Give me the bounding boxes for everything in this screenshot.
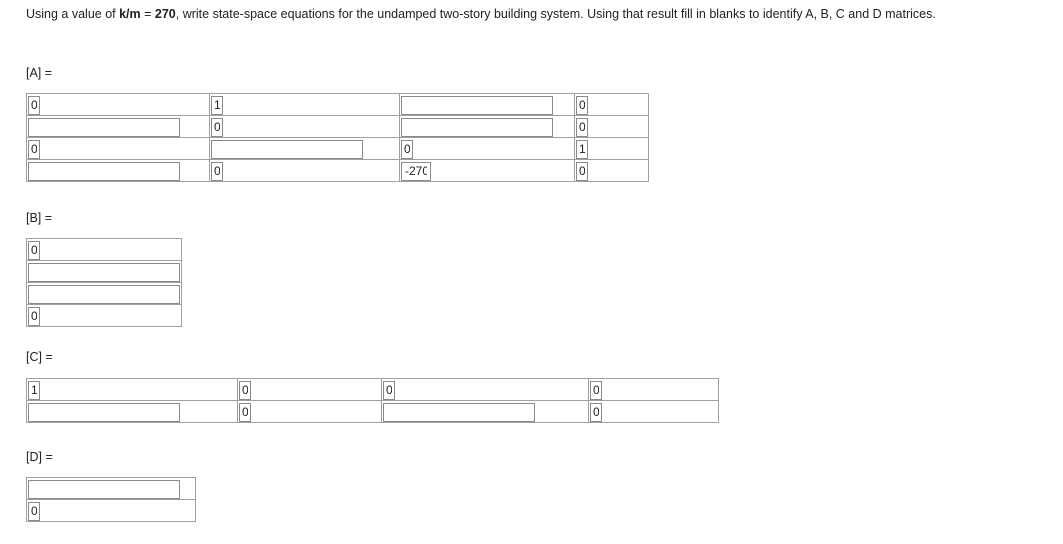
matrix-a-cell-3-2[interactable] [211, 140, 363, 159]
matrix-c-cell-1-4[interactable] [590, 381, 602, 400]
matrix-d-row-2 [27, 500, 196, 522]
problem-statement [26, 7, 936, 21]
matrix-c-cell-1-1[interactable] [28, 381, 40, 400]
matrix-a-row-3 [27, 138, 649, 160]
matrix-b-label: [B] = [26, 211, 53, 225]
matrix-b-cell-4[interactable] [28, 307, 40, 326]
matrix-a-label: [A] = [26, 66, 53, 80]
matrix-c-row-1 [27, 379, 719, 401]
prompt-text-start: Using a value of [26, 7, 120, 21]
matrix-a-cell-1-1[interactable] [28, 96, 40, 115]
prompt-text-end: , write state-space equations for the undamped two-story building system. Using that result fill in blanks to identify A, B, C and D matrices. [175, 7, 936, 21]
matrix-a-table [26, 93, 649, 182]
matrix-d-table [26, 477, 196, 522]
matrix-a-cell-1-4[interactable] [576, 96, 588, 115]
matrix-a-cell-3-4[interactable] [576, 140, 588, 159]
matrix-a-cell-4-2[interactable] [211, 162, 223, 181]
matrix-a-cell-1-3[interactable] [401, 96, 553, 115]
matrix-c-cell-2-2[interactable] [239, 403, 251, 422]
prompt-equals: = [140, 7, 155, 21]
matrix-b-cell-2[interactable] [28, 263, 180, 282]
matrix-d-cell-1[interactable] [28, 480, 180, 499]
matrix-a-cell-3-1[interactable] [28, 140, 40, 159]
matrix-c-cell-1-2[interactable] [239, 381, 251, 400]
matrix-a-row-4 [27, 160, 649, 182]
matrix-d-cell-2[interactable] [28, 502, 40, 521]
km-value: 270 [154, 7, 176, 21]
matrix-c-label: [C] = [26, 350, 53, 364]
km-label: k/m [119, 7, 141, 21]
matrix-c-cell-1-3[interactable] [383, 381, 395, 400]
matrix-a-cell-1-2[interactable] [211, 96, 223, 115]
matrix-c-cell-2-4[interactable] [590, 403, 602, 422]
matrix-a-cell-4-1[interactable] [28, 162, 180, 181]
matrix-d-label: [D] = [26, 450, 53, 464]
matrix-b-row-3 [27, 283, 182, 305]
matrix-a-cell-4-4[interactable] [576, 162, 588, 181]
matrix-a-row-1 [27, 94, 649, 116]
matrix-a-cell-2-3[interactable] [401, 118, 553, 137]
matrix-b-table [26, 238, 182, 327]
matrix-a-row-2 [27, 116, 649, 138]
matrix-a-cell-3-3[interactable] [401, 140, 413, 159]
matrix-b-row-1 [27, 239, 182, 261]
matrix-c-cell-2-3[interactable] [383, 403, 535, 422]
matrix-a-cell-2-1[interactable] [28, 118, 180, 137]
matrix-b-row-4 [27, 305, 182, 327]
matrix-c-table [26, 378, 719, 423]
matrix-d-row-1 [27, 478, 196, 500]
matrix-a-cell-2-2[interactable] [211, 118, 223, 137]
matrix-c-cell-2-1[interactable] [28, 403, 180, 422]
matrix-b-cell-1[interactable] [28, 241, 40, 260]
matrix-b-row-2 [27, 261, 182, 283]
matrix-a-cell-4-3[interactable] [401, 162, 431, 181]
matrix-a-cell-2-4[interactable] [576, 118, 588, 137]
matrix-b-cell-3[interactable] [28, 285, 180, 304]
matrix-c-row-2 [27, 401, 719, 423]
